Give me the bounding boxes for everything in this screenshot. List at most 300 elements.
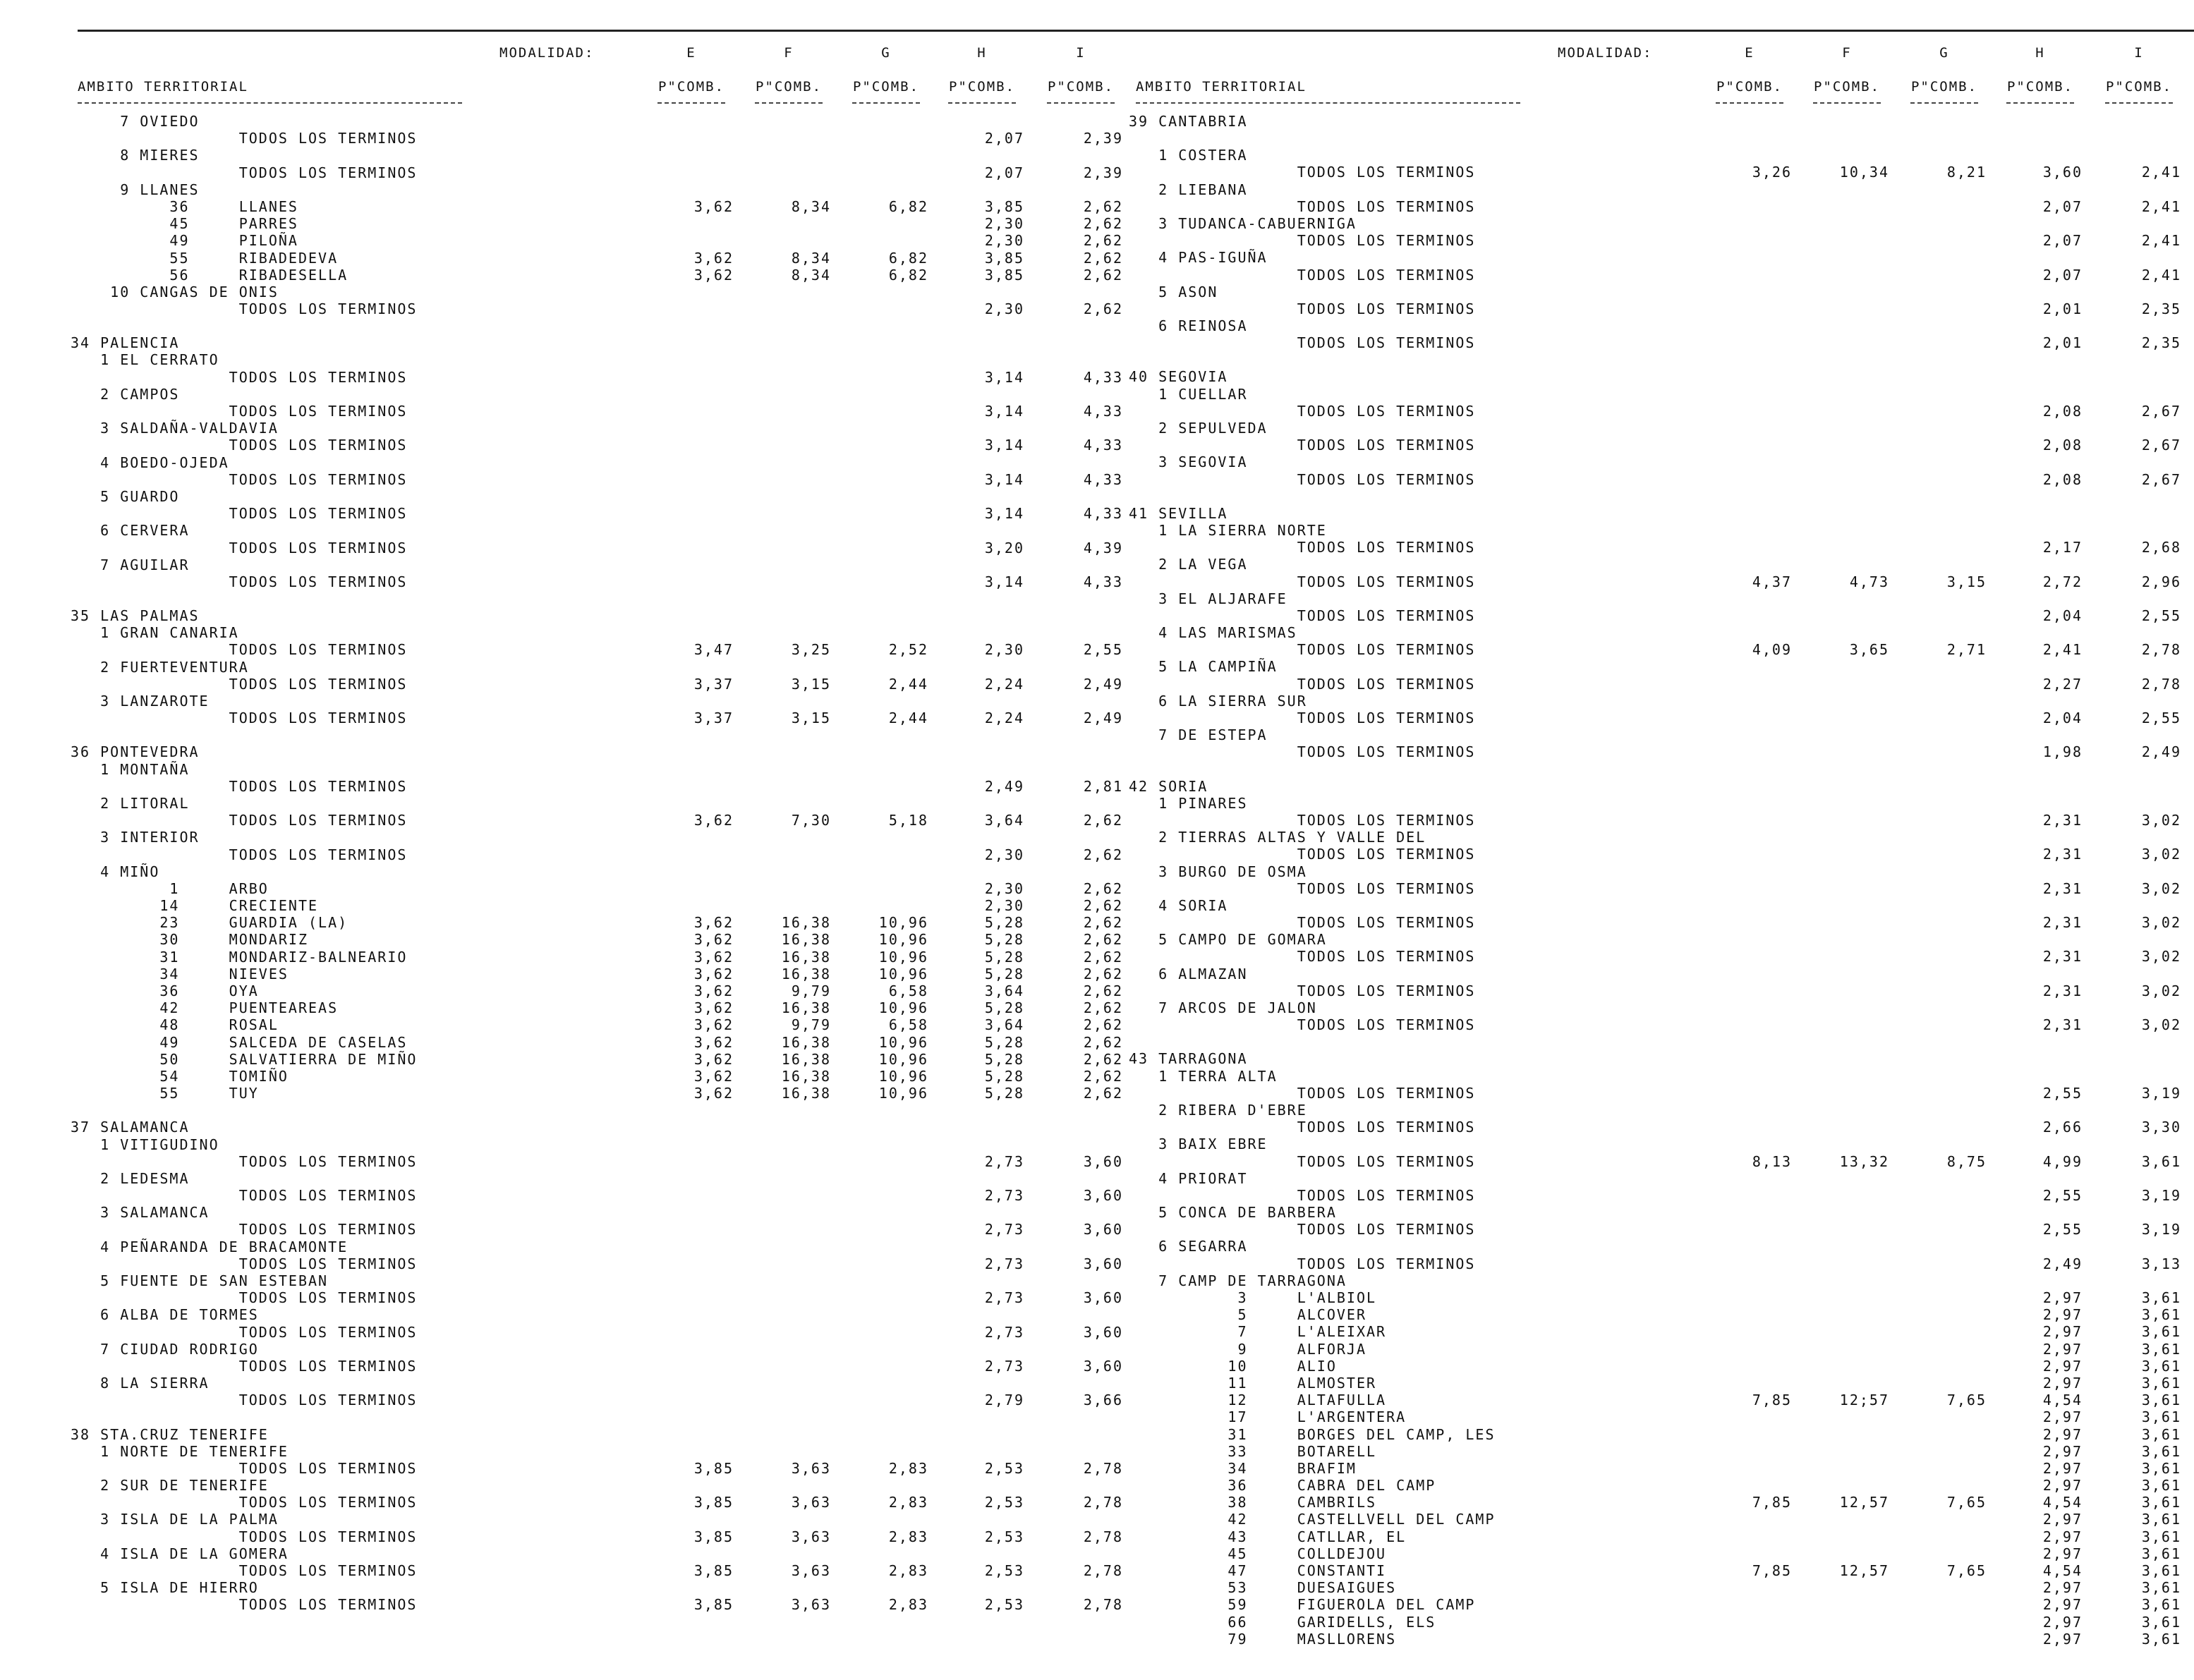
row-label: 7 AGUILAR xyxy=(71,556,190,573)
table-row xyxy=(71,113,1136,130)
table-row xyxy=(1129,1528,2194,1545)
cell-i: 2,62 xyxy=(1083,948,1123,966)
table-row xyxy=(1129,1494,2194,1511)
row-label: TODOS LOS TERMINOS xyxy=(71,1221,418,1238)
row-label: TODOS LOS TERMINOS xyxy=(71,539,408,556)
table-row xyxy=(71,471,1136,488)
table-row xyxy=(1129,403,2194,420)
cell-e: 3,62 xyxy=(693,1085,734,1102)
table-row xyxy=(1129,795,2194,812)
column-underline xyxy=(2105,102,2173,104)
row-label: 3 L'ALBIOL xyxy=(1129,1289,1377,1306)
table-row xyxy=(1129,300,2194,317)
table-row xyxy=(71,693,1136,710)
row-label: 11 ALMOSTER xyxy=(1129,1374,1377,1392)
cell-e: 3,37 xyxy=(693,710,734,727)
cell-e: 3,47 xyxy=(693,641,734,659)
section-gap xyxy=(1129,130,2194,147)
table-row xyxy=(1129,334,2194,351)
row-label: TODOS LOS TERMINOS xyxy=(71,1494,418,1511)
row-label: TODOS LOS TERMINOS xyxy=(1129,1255,1476,1272)
cell-g: 10,96 xyxy=(878,914,928,932)
cell-h: 2,07 xyxy=(2042,197,2083,215)
table-row xyxy=(71,676,1136,693)
cell-g: 2,83 xyxy=(888,1528,928,1545)
column-underline xyxy=(1716,102,1783,104)
cell-i: 4,33 xyxy=(1083,368,1123,386)
cell-h: 2,49 xyxy=(2042,1255,2083,1272)
cell-i: 3,61 xyxy=(2141,1374,2181,1392)
row-label: TODOS LOS TERMINOS xyxy=(1129,914,1476,932)
cell-f: 3,65 xyxy=(1849,641,1889,659)
cell-i: 2,78 xyxy=(1083,1528,1123,1545)
cell-g: 7,65 xyxy=(1946,1392,1987,1409)
row-label: 79 MASLLORENS xyxy=(1129,1630,1397,1648)
cell-i: 4,33 xyxy=(1083,573,1123,590)
table-row xyxy=(1129,1426,2194,1443)
cell-i: 2,62 xyxy=(1083,965,1123,982)
cell-h: 3,14 xyxy=(984,437,1024,454)
table-row xyxy=(1129,1631,2194,1648)
row-label: 55 RIBADEDEVA xyxy=(71,249,339,267)
cell-e: 4,09 xyxy=(1752,641,1792,659)
table-row xyxy=(71,284,1136,300)
column-subheader: P"COMB. xyxy=(1716,79,1783,95)
cell-e: 3,62 xyxy=(693,1016,734,1034)
row-label: 1 CUELLAR xyxy=(1129,385,1248,403)
row-label: 36 OYA xyxy=(71,982,259,999)
cell-h: 2,73 xyxy=(984,1152,1024,1170)
modalidad-label: MODALIDAD: xyxy=(499,45,595,61)
column-subheader: P"COMB. xyxy=(948,79,1016,95)
table-row xyxy=(71,1187,1136,1204)
table-row xyxy=(71,232,1136,249)
cell-i: 2,62 xyxy=(1083,215,1123,233)
table-row xyxy=(71,914,1136,931)
top-rule xyxy=(1136,30,2194,32)
row-label: TODOS LOS TERMINOS xyxy=(1129,1016,1476,1034)
table-row xyxy=(71,1068,1136,1085)
table-row xyxy=(71,607,1136,624)
table-row xyxy=(1129,676,2194,693)
table-row xyxy=(1129,1358,2194,1375)
cell-h: 2,97 xyxy=(2042,1408,2083,1426)
cell-i: 3,60 xyxy=(1083,1255,1123,1272)
row-label: 59 FIGUEROLA DEL CAMP xyxy=(1129,1596,1476,1614)
cell-e: 4,37 xyxy=(1752,573,1792,590)
table-row xyxy=(1129,710,2194,726)
cell-h: 5,28 xyxy=(984,1067,1024,1085)
row-label: 8 MIERES xyxy=(71,147,200,164)
table-row xyxy=(1129,1306,2194,1323)
cell-i: 3,61 xyxy=(2141,1323,2181,1341)
cell-i: 3,61 xyxy=(2141,1442,2181,1460)
cell-h: 2,97 xyxy=(2042,1579,2083,1597)
table-row xyxy=(71,1443,1136,1460)
table-row xyxy=(1129,420,2194,437)
table-row xyxy=(71,1136,1136,1153)
cell-i: 3,61 xyxy=(2141,1528,2181,1545)
row-label: 55 TUY xyxy=(71,1085,259,1102)
cell-i: 2,62 xyxy=(1083,897,1123,915)
cell-i: 2,62 xyxy=(1083,1067,1123,1085)
table-row xyxy=(1129,1102,2194,1119)
table-row xyxy=(71,403,1136,420)
table-row xyxy=(1129,1170,2194,1187)
row-label: 1 MONTAÑA xyxy=(71,760,190,778)
cell-g: 2,83 xyxy=(888,1596,928,1614)
cell-h: 2,24 xyxy=(984,675,1024,693)
cell-i: 2,78 xyxy=(1083,1459,1123,1477)
cell-e: 3,62 xyxy=(693,1067,734,1085)
row-label: 6 SEGARRA xyxy=(1129,1238,1248,1255)
row-label: 40 SEGOVIA xyxy=(1129,368,1228,386)
row-label: TODOS LOS TERMINOS xyxy=(71,1357,418,1375)
column-subheader: P"COMB. xyxy=(852,79,920,95)
column-underline xyxy=(755,102,823,104)
ambito-underline xyxy=(1136,102,1520,104)
table-row xyxy=(1129,1272,2194,1289)
row-label: 2 LIEBANA xyxy=(1129,181,1248,198)
table-body xyxy=(71,113,1136,1614)
cell-i: 3,66 xyxy=(1083,1392,1123,1409)
table-row xyxy=(1129,1085,2194,1102)
table-row xyxy=(71,522,1136,539)
cell-f: 9,79 xyxy=(791,1016,831,1034)
table-row xyxy=(1129,829,2194,846)
cell-g: 10,96 xyxy=(878,1033,928,1051)
cell-g: 2,83 xyxy=(888,1562,928,1579)
cell-i: 2,62 xyxy=(1083,249,1123,267)
row-label: 42 SORIA xyxy=(1129,777,1208,795)
cell-f: 10,34 xyxy=(1839,164,1889,181)
cell-h: 2,31 xyxy=(2042,982,2083,999)
row-label: 10 ALIO xyxy=(1129,1357,1337,1375)
cell-i: 2,62 xyxy=(1083,232,1123,250)
table-row xyxy=(71,300,1136,317)
cell-f: 3,63 xyxy=(791,1596,831,1614)
table-row xyxy=(1129,658,2194,675)
section-gap xyxy=(71,1102,1136,1119)
cell-f: 3,63 xyxy=(791,1528,831,1545)
table-row xyxy=(1129,982,2194,999)
cell-i: 2,62 xyxy=(1083,1033,1123,1051)
table-row xyxy=(71,982,1136,999)
cell-i: 3,19 xyxy=(2141,1221,2181,1238)
row-label: TODOS LOS TERMINOS xyxy=(71,470,408,488)
row-label: 7 ARCOS DE JALON xyxy=(1129,999,1317,1016)
cell-g: 10,96 xyxy=(878,999,928,1017)
table-row xyxy=(71,1170,1136,1187)
table-row xyxy=(1129,863,2194,880)
row-label: TODOS LOS TERMINOS xyxy=(1129,982,1476,999)
row-label: TODOS LOS TERMINOS xyxy=(1129,743,1476,761)
cell-h: 2,66 xyxy=(2042,1119,2083,1136)
row-label: 3 SALAMANCA xyxy=(71,1204,210,1222)
row-label: 2 RIBERA D'EBRE xyxy=(1129,1101,1307,1119)
table-row xyxy=(1129,1187,2194,1204)
cell-i: 3,61 xyxy=(2141,1562,2181,1579)
row-label: 2 TIERRAS ALTAS Y VALLE DEL xyxy=(1129,829,1426,846)
row-label: 2 SEPULVEDA xyxy=(1129,420,1268,437)
cell-i: 2,62 xyxy=(1083,197,1123,215)
row-label: 43 TARRAGONA xyxy=(1129,1050,1248,1068)
table-row xyxy=(1129,505,2194,522)
cell-i: 2,81 xyxy=(1083,777,1123,795)
cell-i: 2,41 xyxy=(2141,266,2181,284)
table-row xyxy=(71,1511,1136,1528)
table-row xyxy=(71,454,1136,471)
cell-g: 6,82 xyxy=(888,266,928,284)
cell-h: 2,31 xyxy=(2042,846,2083,863)
row-label: TODOS LOS TERMINOS xyxy=(1129,675,1476,693)
cell-e: 3,62 xyxy=(693,982,734,999)
cell-i: 2,41 xyxy=(2141,164,2181,181)
cell-e: 3,62 xyxy=(693,948,734,966)
column-header-i: I xyxy=(2134,45,2144,61)
table-row xyxy=(71,1477,1136,1494)
table-row xyxy=(71,488,1136,505)
cell-h: 3,20 xyxy=(984,539,1024,556)
table-row xyxy=(71,710,1136,726)
cell-h: 2,53 xyxy=(984,1562,1024,1579)
table-row xyxy=(1129,743,2194,760)
top-rule xyxy=(78,30,1136,32)
column-header-f: F xyxy=(784,45,794,61)
row-label: TODOS LOS TERMINOS xyxy=(71,437,408,454)
cell-h: 4,54 xyxy=(2042,1392,2083,1409)
row-label: 7 CIUDAD RODRIGO xyxy=(71,1340,259,1358)
row-label: 2 SUR DE TENERIFE xyxy=(71,1477,269,1495)
row-label: 6 ALBA DE TORMES xyxy=(71,1306,259,1324)
cell-h: 2,97 xyxy=(2042,1442,2083,1460)
row-label: TODOS LOS TERMINOS xyxy=(1129,539,1476,556)
row-label: TODOS LOS TERMINOS xyxy=(1129,164,1476,181)
table-row xyxy=(71,1016,1136,1033)
row-label: 7 L'ALEIXAR xyxy=(1129,1323,1387,1341)
cell-h: 5,28 xyxy=(984,1050,1024,1068)
cell-g: 5,18 xyxy=(888,812,928,829)
cell-i: 2,62 xyxy=(1083,982,1123,999)
column-header-h: H xyxy=(977,45,987,61)
row-label: 3 BURGO DE OSMA xyxy=(1129,863,1307,880)
cell-i: 3,02 xyxy=(2141,846,2181,863)
cell-i: 2,62 xyxy=(1083,300,1123,318)
row-label: 23 GUARDIA (LA) xyxy=(71,914,349,932)
cell-h: 2,07 xyxy=(984,130,1024,147)
table-row xyxy=(1129,812,2194,829)
cell-f: 8,34 xyxy=(791,266,831,284)
left-page xyxy=(71,0,1136,1680)
cell-h: 2,30 xyxy=(984,215,1024,233)
cell-h: 2,55 xyxy=(2042,1186,2083,1204)
cell-g: 3,15 xyxy=(1946,573,1987,590)
row-label: TODOS LOS TERMINOS xyxy=(71,1528,418,1545)
column-header-g: G xyxy=(881,45,891,61)
cell-i: 2,96 xyxy=(2141,573,2181,590)
row-label: 6 CERVERA xyxy=(71,522,190,540)
table-row xyxy=(1129,1136,2194,1152)
table-row xyxy=(1129,778,2194,795)
table-row xyxy=(71,1272,1136,1289)
column-header-h: H xyxy=(2035,45,2045,61)
row-label: TODOS LOS TERMINOS xyxy=(71,1392,418,1409)
row-label: 31 MONDARIZ-BALNEARIO xyxy=(71,948,408,966)
row-label: 34 NIEVES xyxy=(71,965,289,982)
cell-e: 3,62 xyxy=(693,249,734,267)
cell-i: 3,02 xyxy=(2141,1016,2181,1034)
cell-i: 4,39 xyxy=(1083,539,1123,556)
cell-h: 2,97 xyxy=(2042,1545,2083,1562)
row-label: TODOS LOS TERMINOS xyxy=(1129,266,1476,284)
table-row xyxy=(71,624,1136,641)
cell-f: 3,63 xyxy=(791,1494,831,1511)
cell-h: 2,01 xyxy=(2042,334,2083,352)
cell-i: 3,60 xyxy=(1083,1221,1123,1238)
row-label: 1 TERRA ALTA xyxy=(1129,1067,1278,1085)
table-row xyxy=(1129,914,2194,931)
row-label: TODOS LOS TERMINOS xyxy=(1129,1186,1476,1204)
row-label: TODOS LOS TERMINOS xyxy=(1129,811,1476,829)
cell-g: 2,52 xyxy=(888,641,928,659)
cell-h: 5,28 xyxy=(984,914,1024,932)
cell-h: 2,24 xyxy=(984,710,1024,727)
table-row xyxy=(71,267,1136,284)
row-label: TODOS LOS TERMINOS xyxy=(1129,879,1476,897)
table-row xyxy=(1129,1050,2194,1067)
row-label: TODOS LOS TERMINOS xyxy=(71,675,408,693)
cell-i: 2,62 xyxy=(1083,1050,1123,1068)
row-label: 31 BORGES DEL CAMP, LES xyxy=(1129,1425,1496,1443)
table-body xyxy=(1129,113,2194,1648)
table-row xyxy=(71,147,1136,164)
row-label: 5 LA CAMPIÑA xyxy=(1129,658,1278,676)
cell-h: 3,60 xyxy=(2042,164,2083,181)
cell-h: 2,73 xyxy=(984,1289,1024,1307)
right-page xyxy=(1129,0,2194,1680)
cell-h: 2,97 xyxy=(2042,1374,2083,1392)
cell-g: 6,82 xyxy=(888,197,928,215)
cell-h: 2,27 xyxy=(2042,675,2083,693)
cell-h: 2,73 xyxy=(984,1187,1024,1205)
cell-h: 2,97 xyxy=(2042,1459,2083,1477)
cell-h: 2,30 xyxy=(984,300,1024,318)
cell-h: 2,97 xyxy=(2042,1613,2083,1631)
table-row xyxy=(71,761,1136,778)
cell-h: 3,14 xyxy=(984,505,1024,523)
table-row xyxy=(1129,1323,2194,1340)
table-row xyxy=(1129,1477,2194,1494)
cell-f: 4,73 xyxy=(1849,573,1889,590)
row-label: TODOS LOS TERMINOS xyxy=(71,1187,418,1205)
row-label: 3 INTERIOR xyxy=(71,829,200,846)
cell-h: 3,14 xyxy=(984,573,1024,590)
row-label: TODOS LOS TERMINOS xyxy=(1129,573,1476,590)
cell-h: 2,31 xyxy=(2042,1016,2083,1034)
table-row xyxy=(71,897,1136,914)
row-label: 49 PILOÑA xyxy=(71,232,298,250)
cell-f: 3,63 xyxy=(791,1562,831,1579)
cell-i: 3,61 xyxy=(2141,1545,2181,1562)
cell-f: 16,38 xyxy=(781,1050,831,1068)
row-label: 1 COSTERA xyxy=(1129,147,1248,164)
table-row xyxy=(71,812,1136,829)
row-label: 48 ROSAL xyxy=(71,1016,279,1034)
cell-i: 3,61 xyxy=(2141,1596,2181,1614)
row-label: 49 SALCEDA DE CASELAS xyxy=(71,1033,408,1051)
row-label: TODOS LOS TERMINOS xyxy=(71,1152,418,1170)
column-underline xyxy=(948,102,1016,104)
row-label: TODOS LOS TERMINOS xyxy=(1129,402,1476,420)
table-row xyxy=(1129,1596,2194,1613)
cell-h: 2,41 xyxy=(2042,641,2083,659)
section-gap xyxy=(1129,761,2194,778)
table-row xyxy=(1129,948,2194,965)
cell-f: 3,15 xyxy=(791,675,831,693)
table-row xyxy=(71,846,1136,863)
cell-i: 2,39 xyxy=(1083,164,1123,181)
cell-e: 3,85 xyxy=(693,1459,734,1477)
cell-h: 2,31 xyxy=(2042,811,2083,829)
column-underline xyxy=(1047,102,1115,104)
cell-i: 2,35 xyxy=(2141,300,2181,317)
table-row xyxy=(1129,1238,2194,1255)
ambito-underline xyxy=(78,102,462,104)
table-row xyxy=(1129,1392,2194,1408)
row-label: TODOS LOS TERMINOS xyxy=(1129,1152,1476,1170)
cell-f: 8,34 xyxy=(791,249,831,267)
cell-i: 3,60 xyxy=(1083,1357,1123,1375)
cell-f: 16,38 xyxy=(781,948,831,966)
cell-e: 3,26 xyxy=(1752,164,1792,181)
cell-i: 2,62 xyxy=(1083,266,1123,284)
cell-h: 3,85 xyxy=(984,197,1024,215)
table-row xyxy=(1129,1545,2194,1562)
cell-e: 3,37 xyxy=(693,675,734,693)
cell-i: 3,61 xyxy=(2141,1494,2181,1511)
table-row xyxy=(1129,198,2194,215)
cell-g: 2,44 xyxy=(888,710,928,727)
cell-h: 2,97 xyxy=(2042,1289,2083,1306)
row-label: 7 OVIEDO xyxy=(71,113,200,130)
row-label: 42 PUENTEAREAS xyxy=(71,999,339,1017)
row-label: TODOS LOS TERMINOS xyxy=(1129,470,1476,488)
table-row xyxy=(71,1119,1136,1136)
row-label: TODOS LOS TERMINOS xyxy=(71,300,418,318)
cell-h: 2,31 xyxy=(2042,948,2083,966)
cell-i: 2,67 xyxy=(2141,437,2181,454)
cell-h: 5,28 xyxy=(984,1085,1024,1102)
row-label: 9 ALFORJA xyxy=(1129,1340,1366,1358)
row-label: 1 NORTE DE TENERIFE xyxy=(71,1442,289,1460)
cell-h: 2,97 xyxy=(2042,1323,2083,1341)
column-underline xyxy=(657,102,725,104)
column-header-i: I xyxy=(1076,45,1086,61)
row-label: 66 GARIDELLS, ELS xyxy=(1129,1613,1436,1631)
table-row xyxy=(1129,1119,2194,1136)
cell-h: 2,97 xyxy=(2042,1306,2083,1324)
cell-h: 2,73 xyxy=(984,1357,1024,1375)
modalidad-label: MODALIDAD: xyxy=(1558,45,1653,61)
row-label: TODOS LOS TERMINOS xyxy=(71,1323,418,1341)
cell-i: 2,62 xyxy=(1083,914,1123,932)
cell-h: 2,55 xyxy=(2042,1084,2083,1102)
cell-f: 3,15 xyxy=(791,710,831,727)
row-label: 4 PAS-IGUÑA xyxy=(1129,249,1268,267)
cell-i: 2,78 xyxy=(1083,1494,1123,1511)
table-row xyxy=(71,1034,1136,1051)
cell-i: 3,61 xyxy=(2141,1340,2181,1358)
